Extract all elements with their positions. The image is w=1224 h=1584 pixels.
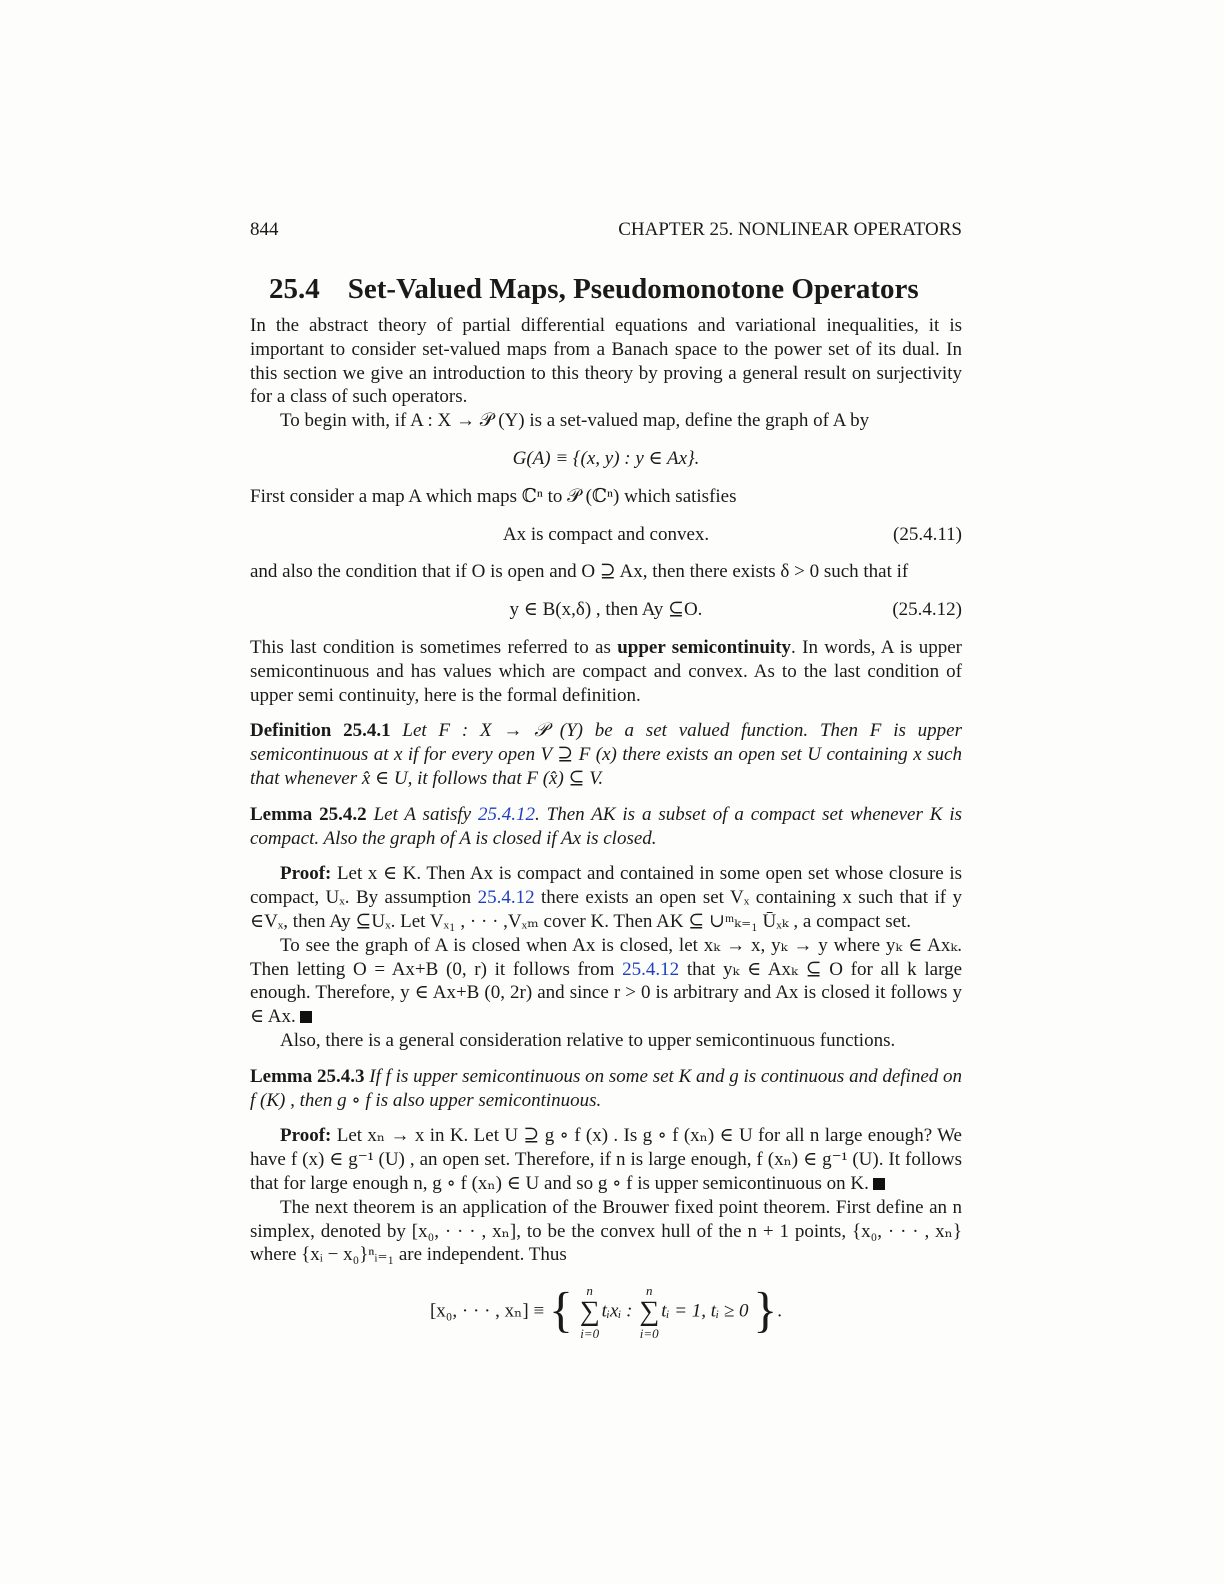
lemma-text: . Then AK is a subset of a compact set whenever K is compact. Also the graph of A is closed if Ax is closed.: [250, 803, 963, 849]
proof-text: Let x ∈ K. Then Ax is compact and contained in some open set whose closure is compact, Uₓ. By assumption: [250, 863, 962, 909]
equation-simplex: [x₀, · · · , xₙ] ≡ { n ∑ i=0 tᵢxᵢ : n ∑ i=0 tᵢ = 1, tᵢ ≥ 0 }.: [429, 1281, 783, 1342]
proof-paragraph-2: [250, 934, 962, 1029]
simplex-paragraph: The next theorem is an application of the Brouwer fixed point theorem. First define an n simplex, denoted by [x₀, · · · , xₙ], to be the convex hull of the n + 1 points, {x₀, · · · , xₙ} where {xᵢ − x₀}ⁿᵢ₌₁ are independent. Thus: [250, 1196, 962, 1266]
map-intro: First consider a map A which maps ℂⁿ to 𝒫 (ℂⁿ) which satisfies: [250, 485, 737, 507]
running-head: [250, 216, 962, 244]
proof-paragraph-3: [250, 1124, 962, 1195]
simplex-term: tᵢxᵢ :: [601, 1300, 633, 1322]
definition-text: Let F : X → 𝒫 (Y) be a set valued function. Then F is upper semicontinuous at x if for every open V ⊇ F (x) there exists an open set U containing x such that whenever x̂ ∈ U, it follows that F (x̂) ⊆ V.: [250, 720, 963, 789]
equation-ref-link[interactable]: 25.4.12: [478, 803, 536, 825]
section-heading: [269, 270, 962, 308]
sum-upper-limit: n: [645, 1283, 653, 1299]
chapter-title: CHAPTER 25. NONLINEAR OPERATORS: [618, 219, 962, 240]
qed-square-icon: [300, 1011, 312, 1023]
equation-graph: G(A) ≡ {(x, y) : y ∈ Ax}.: [512, 447, 700, 469]
usc-paragraph: [250, 636, 962, 707]
text-run: This last condition is sometimes referred to as: [250, 636, 618, 658]
graph-intro: To begin with, if A : X → 𝒫 (Y) is a set-valued map, define the graph of A by: [280, 410, 870, 432]
definition-25-4-1: [250, 719, 962, 790]
lemma-25-4-2: [250, 803, 962, 851]
summation-sign: n ∑ i=0: [639, 1283, 660, 1342]
proof-paragraph-1: [250, 862, 962, 933]
lemma-text: Let A satisfy: [373, 803, 479, 825]
summation-sign: n ∑ i=0: [579, 1283, 600, 1342]
lemma-25-4-3: [250, 1065, 962, 1113]
simplex-lhs: [x₀, · · · , xₙ] ≡: [429, 1300, 545, 1322]
proof-text: there exists an open set Vₓ containing x such that if y ∈Vₓ, then Ay ⊆Uₓ. Let Vₓ₁ , · · · ,Vₓₘ cover K. Then AK ⊆ ∪ᵐₖ₌₁ Ūₓₖ , a compact set.: [250, 887, 962, 932]
consideration-paragraph: Also, there is a general consideration relative to upper semicontinuous functions.: [280, 1029, 896, 1051]
qed-square-icon: [873, 1178, 885, 1190]
equation-25-4-11: [250, 523, 962, 547]
lemma-label: Lemma 25.4.2: [250, 803, 367, 825]
sum-upper-limit: n: [586, 1283, 593, 1299]
proof-label: Proof:: [280, 863, 332, 885]
equation-number: (25.4.12): [892, 599, 962, 621]
page-number: 844: [250, 219, 279, 240]
right-brace: }: [753, 1281, 778, 1338]
sum-lower-limit: i=0: [580, 1326, 600, 1342]
section-title: Set-Valued Maps, Pseudomonotone Operators: [347, 273, 919, 305]
equation-ref-link[interactable]: 25.4.12: [622, 958, 680, 980]
term-bold: upper semicontinuity: [617, 636, 792, 658]
equation-number: (25.4.11): [893, 523, 962, 545]
text-run: . In words, A is upper semicontinuous and has values which are compact and convex. As to the last condition of upper semi continuity, here is the formal definition.: [250, 636, 963, 706]
equation-body: y ∈ B(x,δ) , then Ay ⊆O.: [509, 599, 703, 621]
definition-label: Definition 25.4.1: [250, 720, 391, 742]
sum-lower-limit: i=0: [639, 1326, 659, 1342]
lemma-text: If f is upper semicontinuous on some set K and g is continuous and defined on f (K) , then g ∘ f is also upper semicontinuous.: [250, 1065, 963, 1111]
page-body: [250, 216, 962, 1353]
equation-body: Ax is compact and convex.: [502, 523, 710, 545]
lemma-label: Lemma 25.4.3: [250, 1065, 365, 1087]
proof-label: Proof:: [280, 1125, 332, 1147]
equation-ref-link[interactable]: 25.4.12: [477, 887, 535, 909]
condition-paragraph: and also the condition that if O is open and O ⊇ Ax, then there exists δ > 0 such that if: [250, 561, 909, 583]
proof-text: that yₖ ∈ Axₖ ⊆ O for all k large enough. Therefore, y ∈ Ax+B (0, 2r) and since r > 0 is arbitrary and Ax is closed it follows y ∈ Ax.: [250, 958, 962, 1028]
proof-text: To see the graph of A is closed when Ax is closed, let xₖ → x, yₖ → y where yₖ ∈ Axₖ. Then letting O = Ax+B (0, r) it follows from: [250, 934, 962, 980]
intro-paragraph: In the abstract theory of partial differential equations and variational inequalities, it is important to consider set-valued maps from a Banach space to the power set of its dual. In this section we give an introduction to this theory by proving a general result on surjectivity for a class of such operators.: [250, 315, 962, 408]
section-number: 25.4: [269, 273, 320, 305]
proof-text: Let xₙ → x in K. Let U ⊇ g ∘ f (x) . Is g ∘ f (xₙ) ∈ U for all n large enough? We have f (x) ∈ g⁻¹ (U) , an open set. Therefore, if n is large enough, f (xₙ) ∈ g⁻¹ (U). It follows that for large enough n, g ∘ f (xₙ) ∈ U and so g ∘ f is upper semicontinuous on K.: [250, 1125, 962, 1194]
left-brace: {: [548, 1281, 573, 1338]
simplex-condition: tᵢ = 1, tᵢ ≥ 0: [661, 1300, 749, 1322]
equation-25-4-12: [250, 598, 962, 622]
